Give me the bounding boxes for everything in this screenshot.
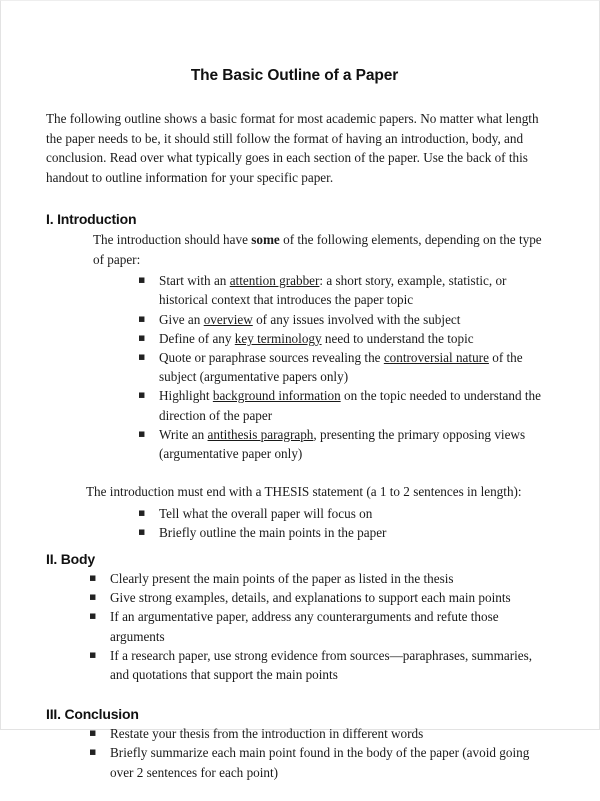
section-heading: III. Conclusion: [46, 706, 139, 723]
thesis-lead-text: The introduction must end with a THESIS statement (a 1 to 2 sentences in length):: [86, 484, 522, 500]
bullet-list-1: [46, 567, 551, 684]
text-run: Write an: [159, 426, 208, 442]
list-item: [138, 329, 551, 348]
text-run: , presenting the primary opposing views (argumentative paper only): [159, 426, 526, 462]
text-run: need to understand the topic: [321, 330, 474, 346]
list-item: [89, 607, 551, 645]
list-item: [138, 386, 551, 424]
text-run: Quote or paraphrase sources revealing the: [159, 350, 384, 365]
list-item: [138, 523, 551, 542]
text-run: Restate your thesis from the introduction in different words: [110, 726, 424, 742]
text-run: The introduction should have: [93, 232, 252, 248]
document-content: [46, 1, 551, 780]
list-item: [89, 646, 551, 684]
outline-section: [46, 542, 551, 684]
text-run: of the subject (argumentative papers only): [159, 350, 523, 385]
underlined-phrase: antithesis paragraph: [207, 426, 314, 442]
text-run: Clearly present the main points of the paper as listed in the thesis: [110, 571, 454, 587]
list-item: [89, 743, 551, 781]
text-run: Briefly outline the main points in the paper: [159, 524, 387, 540]
text-run: If an argumentative paper, address any counterarguments and refute those arguments: [110, 609, 499, 644]
text-run: : a short story, example, statistic, or historical context that introduces the paper topic: [159, 273, 507, 308]
list-item: [89, 588, 551, 607]
text-run: Give strong examples, details, and explanations to support each main points: [110, 590, 511, 606]
underlined-phrase: background information: [212, 388, 341, 404]
text-run: Briefly summarize each main point found in the body of the paper (avoid going over 2 sentences for each point): [110, 745, 530, 780]
text-run: Tell what the overall paper will focus on: [159, 505, 373, 521]
underlined-phrase: attention grabber: [229, 273, 320, 289]
text-run: of any issues involved with the subject: [252, 311, 461, 327]
underlined-phrase: key terminology: [234, 330, 322, 346]
text-run: Start with an: [159, 273, 230, 289]
page-title: The Basic Outline of a Paper: [190, 67, 399, 84]
section-heading: I. Introduction: [46, 211, 137, 228]
text-run: Give an: [159, 311, 204, 327]
text-run: of the following elements, depending on the type of paper:: [93, 232, 542, 267]
outline-sections: [46, 187, 551, 786]
bullet-list-2: [46, 722, 551, 782]
list-item: [138, 310, 551, 329]
list-item: [138, 271, 551, 309]
underlined-phrase: controversial nature: [383, 350, 489, 365]
clipped-bottom-line: [46, 782, 551, 787]
text-run: If a research paper, use strong evidence from sources—paraphrases, summaries, and quotations that support the main points: [110, 647, 533, 683]
list-item: [138, 348, 551, 386]
intro-paragraph: The following outline shows a basic format for most academic papers. No matter what length the paper needs to be, it should still follow the format of having an introduction, body, and conclusion. Read over what typically goes in each section of the paper. Use the back of this handout to outline information for your specific paper.: [46, 111, 539, 185]
list-item: [89, 569, 551, 588]
section-heading: II. Body: [46, 551, 95, 568]
outline-section: [46, 187, 551, 542]
bullet-list-0-thesis: [46, 502, 551, 542]
list-item: [138, 425, 551, 463]
text-run: on the topic needed to understand the direction of the paper: [159, 388, 541, 423]
outline-section: [46, 684, 551, 782]
bullet-list-0: [46, 269, 551, 463]
list-item: [89, 724, 551, 743]
underlined-phrase: overview: [203, 311, 253, 327]
emphasis-word: some: [251, 232, 280, 248]
section-lead-text: [46, 227, 551, 269]
text-run: Highlight: [159, 388, 213, 404]
list-item: [138, 504, 551, 523]
text-run: Define of any: [159, 330, 235, 346]
